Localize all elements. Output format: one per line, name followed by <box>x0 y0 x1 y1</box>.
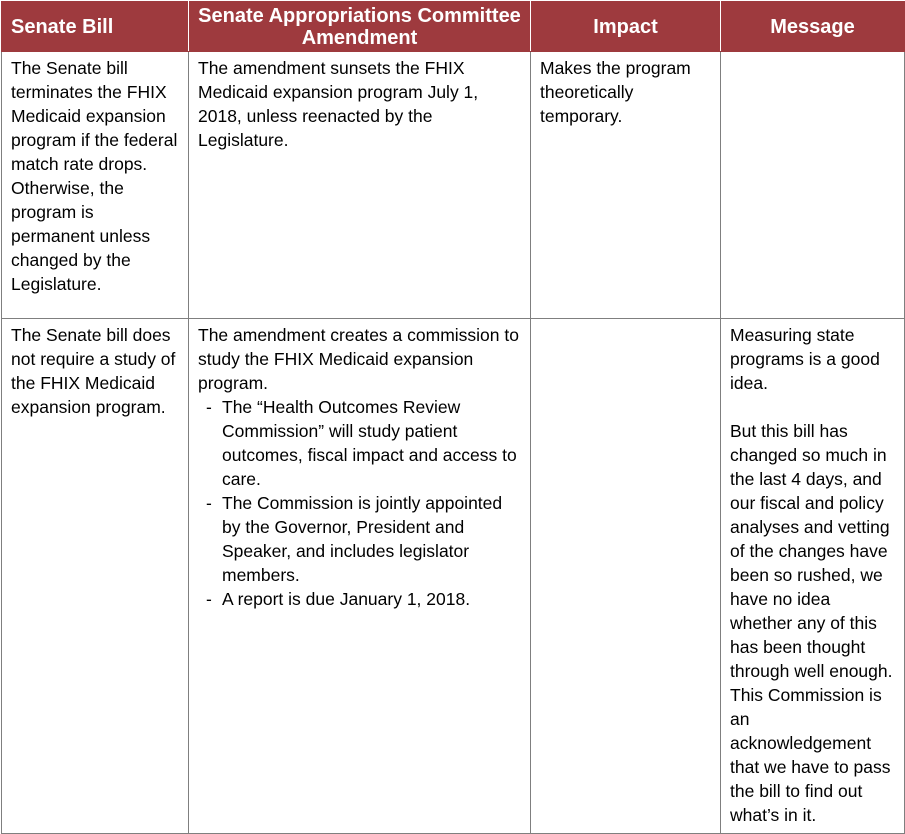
table-row <box>2 319 905 834</box>
impact-text: Makes the program theoretically temporary. <box>540 58 691 126</box>
header-row <box>2 2 905 52</box>
cell-impact <box>531 52 721 319</box>
header-impact: Impact <box>531 2 721 52</box>
list-item <box>198 587 521 611</box>
message-paragraph-1: Measuring state programs is a good idea. <box>730 325 880 393</box>
senate-bill-text: The Senate bill terminates the FHIX Medicaid expansion program if the federal match rate drops. Otherwise, the program is permanent unless changed by the Legislature. <box>11 58 178 294</box>
header-senate-bill: Senate Bill <box>2 2 189 52</box>
senate-bill-text: The Senate bill does not require a study of the FHIX Medicaid expansion program. <box>11 325 176 417</box>
list-item-text: The Commission is jointly appointed by the Governor, President and Speaker, and includes legislator members. <box>222 493 503 585</box>
table-row <box>2 52 905 319</box>
dash-marker: - <box>206 589 212 609</box>
cell-message <box>721 52 905 319</box>
dash-marker: - <box>206 493 212 513</box>
table-body <box>2 52 905 834</box>
cell-amendment <box>189 52 531 319</box>
table-header <box>2 2 905 52</box>
cell-message <box>721 319 905 834</box>
cell-senate-bill <box>2 319 189 834</box>
comparison-table <box>1 1 905 834</box>
amendment-intro: The amendment creates a commission to study the FHIX Medicaid expansion program. <box>198 325 519 393</box>
paragraph-gap <box>730 395 895 419</box>
list-item <box>198 491 521 587</box>
message-paragraph-2: But this bill has changed so much in the last 4 days, and our fiscal and policy analyses and vetting of the changes have been so rushed, we have no idea whether any of this has been thought through well enough. This Commission is an acknowledgement that we have to pass the bill to find out what’s in it. <box>730 421 893 825</box>
amendment-text: The amendment sunsets the FHIX Medicaid expansion program July 1, 2018, unless reenacted by the Legislature. <box>198 58 479 150</box>
header-message: Message <box>721 2 905 52</box>
amendment-list <box>198 395 521 611</box>
list-item <box>198 395 521 491</box>
cell-amendment <box>189 319 531 834</box>
list-item-text: The “Health Outcomes Review Commission” will study patient outcomes, fiscal impact and access to care. <box>222 397 517 489</box>
header-amendment: Senate Appropriations Committee Amendment <box>189 2 531 52</box>
cell-impact <box>531 319 721 834</box>
list-item-text: A report is due January 1, 2018. <box>222 589 471 609</box>
dash-marker: - <box>206 397 212 417</box>
cell-senate-bill <box>2 52 189 319</box>
